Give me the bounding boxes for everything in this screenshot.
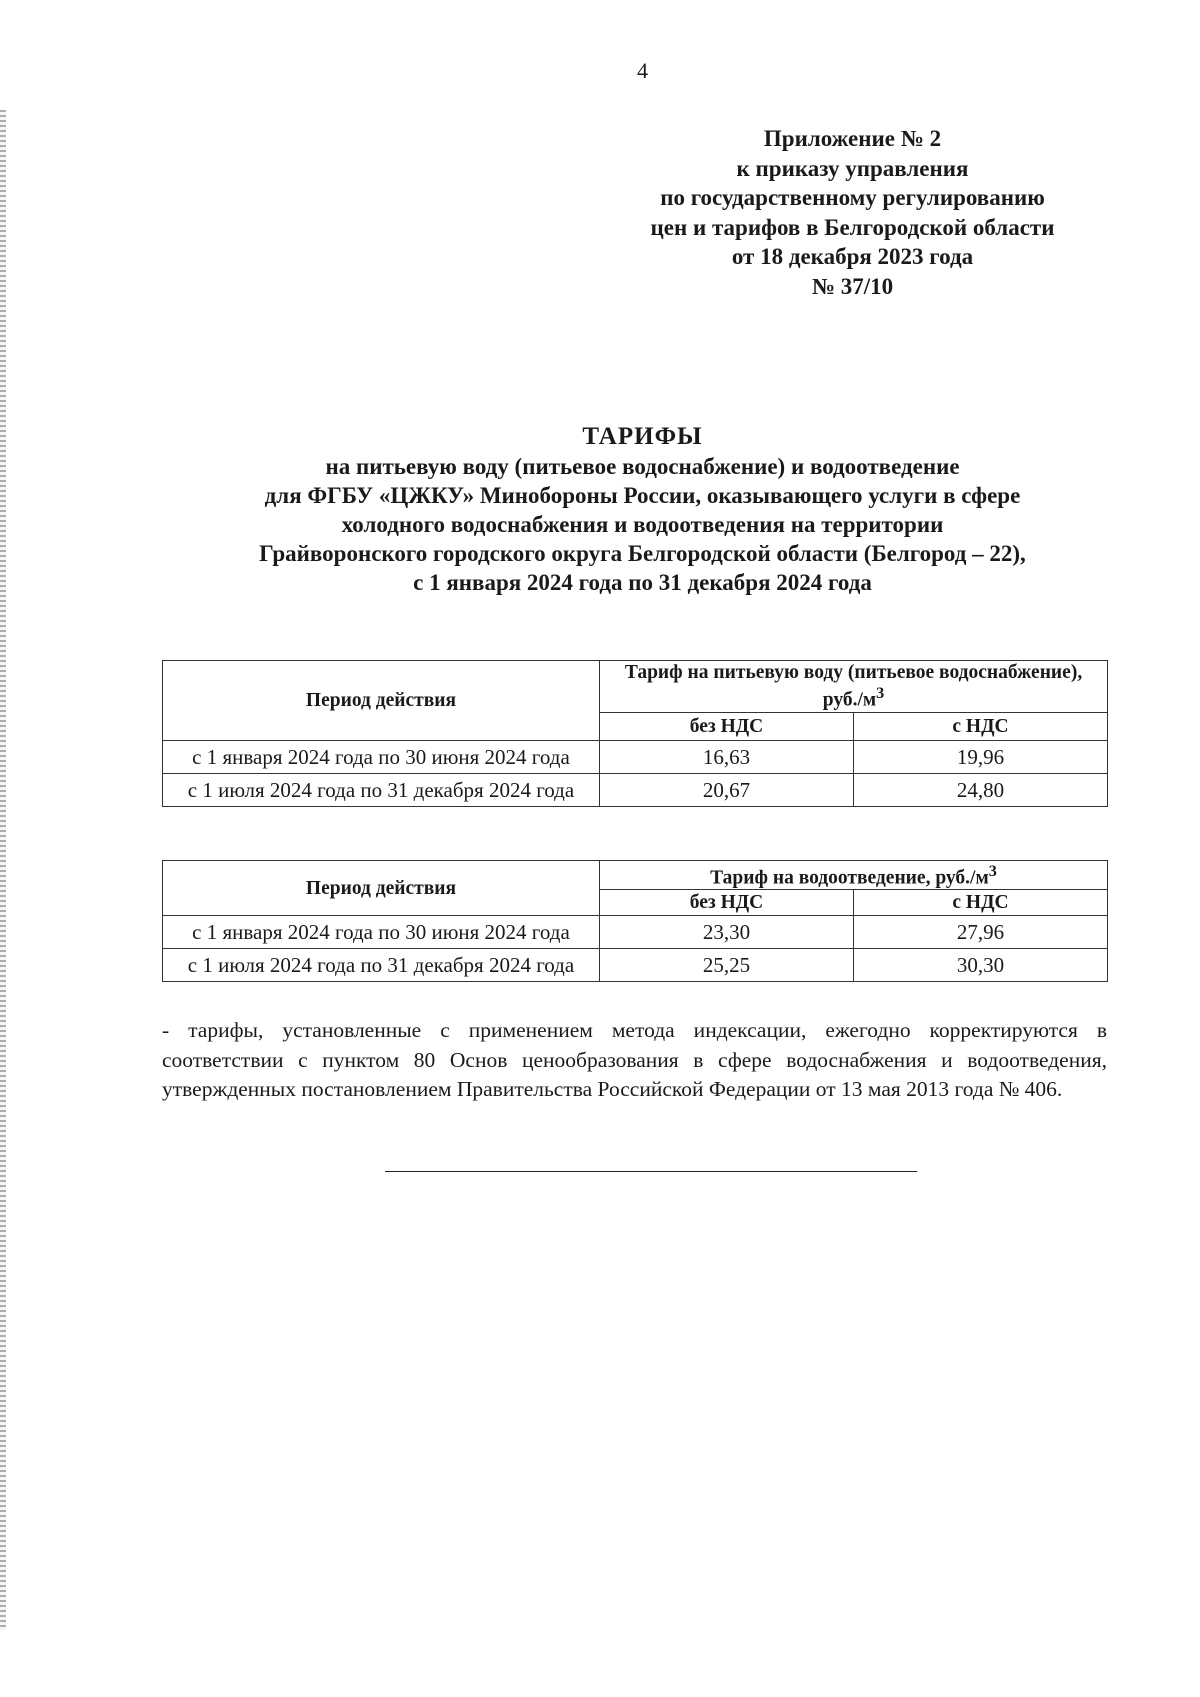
appendix-line: цен и тарифов в Белгородской области xyxy=(650,214,1055,240)
period-header: Период действия xyxy=(163,661,600,741)
vat-cell: 30,30 xyxy=(854,949,1108,982)
title-line: на питьевую воду (питьевое водоснабжение) и водоотведение xyxy=(325,454,960,479)
table-row xyxy=(163,774,1108,807)
tariff-header xyxy=(600,861,1108,890)
no-vat-cell: 20,67 xyxy=(600,774,854,807)
closing-divider xyxy=(385,1171,917,1172)
sewage-tariff-table xyxy=(162,860,1108,982)
appendix-line: по государственному регулированию xyxy=(660,185,1045,210)
table-row xyxy=(163,949,1108,982)
col-header-vat: с НДС xyxy=(854,890,1108,916)
appendix-line: Приложение № 2 xyxy=(763,126,942,151)
vat-cell: 24,80 xyxy=(854,774,1108,807)
tariff-header-text: Тариф на водоотведение, руб./м xyxy=(710,867,989,889)
title-line: холодного водоснабжения и водоотведения на территории xyxy=(341,512,944,537)
unit-superscript: 3 xyxy=(988,862,997,881)
table-row xyxy=(163,741,1108,774)
appendix-line: № 37/10 xyxy=(811,273,894,299)
tariff-header xyxy=(600,661,1108,713)
appendix-line: к приказу управления xyxy=(736,155,969,181)
period-cell: с 1 июля 2024 года по 31 декабря 2024 года xyxy=(163,774,600,807)
title-line: Грайворонского городского округа Белгородской области (Белгород – 22), xyxy=(259,541,1026,566)
page-number: 4 xyxy=(637,58,648,83)
title-line: для ФГБУ «ЦЖКУ» Минобороны России, оказывающего услуги в сфере xyxy=(264,483,1021,508)
water-tariff-table xyxy=(162,660,1108,807)
scan-edge-artifact xyxy=(0,110,6,1630)
document-title xyxy=(160,422,1125,597)
period-cell: с 1 января 2024 года по 30 июня 2024 года xyxy=(163,741,600,774)
col-header-no-vat: без НДС xyxy=(600,713,854,741)
col-header-no-vat: без НДС xyxy=(600,890,854,916)
unit-superscript: 3 xyxy=(876,684,885,703)
vat-cell: 27,96 xyxy=(854,916,1108,949)
footnote: - тарифы, установленные с применением метода индексации, ежегодно корректируются в соответствии с пунктом 80 Основ ценообразования в сфере водоснабжения и водоотведения, утвержденных постановлением Правительства Российской Федерации от 13 мая 2013 года № 406. xyxy=(162,1018,1107,1101)
appendix-header xyxy=(615,124,1090,301)
title-line: с 1 января 2024 года по 31 декабря 2024 года xyxy=(413,570,872,595)
vat-cell: 19,96 xyxy=(854,741,1108,774)
period-cell: с 1 января 2024 года по 30 июня 2024 года xyxy=(163,916,600,949)
table-row xyxy=(163,916,1108,949)
tariff-header-text: Тариф на питьевую воду (питьевое водоснабжение), руб./м xyxy=(624,662,1083,711)
period-cell: с 1 июля 2024 года по 31 декабря 2024 года xyxy=(163,949,600,982)
no-vat-cell: 16,63 xyxy=(600,741,854,774)
title-main: ТАРИФЫ xyxy=(582,423,703,450)
appendix-line: от 18 декабря 2023 года xyxy=(731,244,974,269)
col-header-vat: с НДС xyxy=(854,713,1108,741)
period-header: Период действия xyxy=(163,861,600,916)
no-vat-cell: 25,25 xyxy=(600,949,854,982)
no-vat-cell: 23,30 xyxy=(600,916,854,949)
